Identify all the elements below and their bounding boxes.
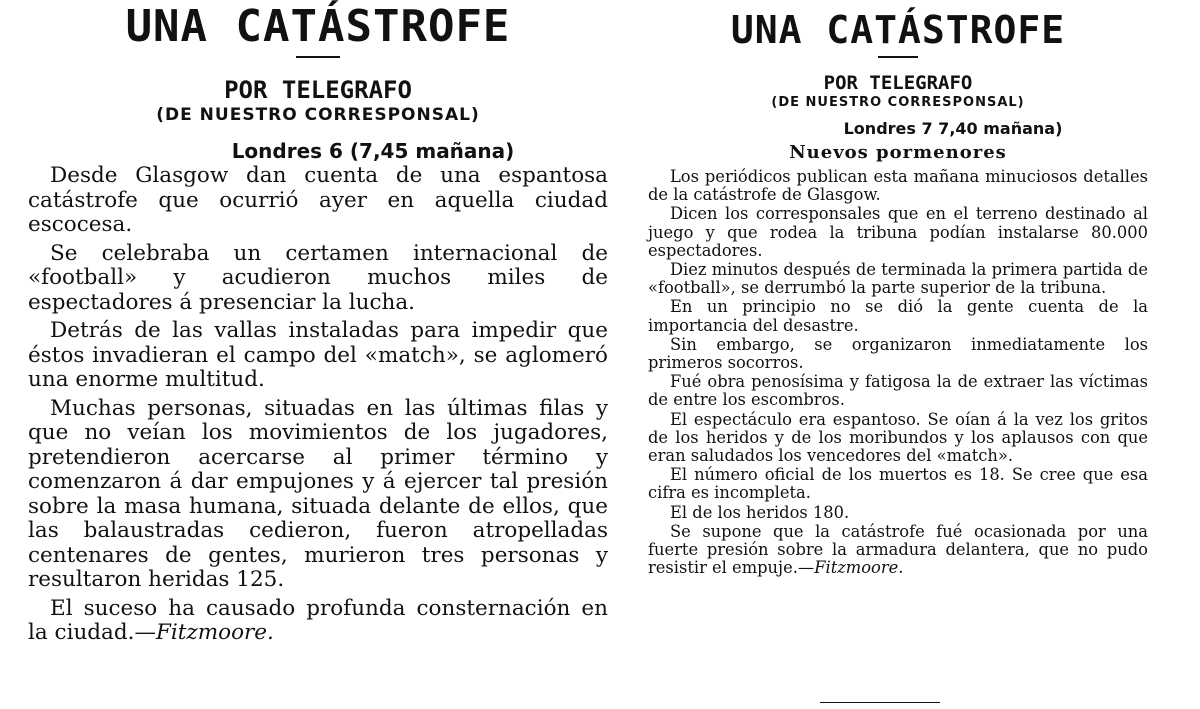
right-paragraph-2: Dicen los corresponsales que en el terreno destinado al juego y que rodea la tribuna podían instalarse 80.000 espectadores. [648, 204, 1148, 260]
right-dateline-sub: (DE NUESTRO CORRESPONSAL) [771, 95, 1025, 110]
right-body [648, 168, 1148, 577]
right-paragraph-7: El espectáculo era espantoso. Se oían á la vez los gritos de los heridos y de los moribundos y los aplausos con que eran saludados los vencedores del «match». [648, 409, 1148, 466]
left-dateline-sub: (DE NUESTRO CORRESPONSAL) [156, 105, 480, 125]
right-end-rule [820, 702, 940, 703]
left-headline: UNA CATÁSTROFE [125, 1, 511, 52]
right-paragraph-5: Sin embargo, se organizaron inmediatamente los primeros socorros. [648, 334, 1148, 373]
right-paragraph-4: En un principio no se dió la gente cuenta de la importancia del desastre. [648, 297, 1148, 335]
right-headline: UNA CATÁSTROFE [730, 8, 1066, 52]
left-paragraph-1: Desde Glasgow dan cuenta de una espantosa catástrofe que ocurrió ayer en aquella ciudad escocesa. [28, 163, 608, 237]
left-paragraph-5-text: El suceso ha causado profunda consternación en la ciudad.— [28, 595, 608, 645]
left-dateline-main: POR TELEGRAFO [224, 76, 412, 104]
right-article [648, 0, 1148, 709]
left-signature: Fitzmoore. [155, 620, 274, 645]
right-paragraph-3: Diez minutos después de terminada la primera partida de «football», se derrumbó la parte superior de la tribuna. [648, 260, 1148, 298]
right-signature: Fitzmoore. [814, 558, 904, 578]
left-paragraph-5 [28, 597, 608, 646]
right-paragraph-10-text: Se supone que la catástrofe fué ocasionada por una fuerte presión sobre la armadura delantera, que no pudo resistir el empuje.— [648, 521, 1148, 578]
right-subhead: Nuevos pormenores [789, 142, 1007, 163]
left-article [28, 0, 608, 709]
right-place-date: Londres 7 7,40 mañana) [843, 119, 1063, 138]
right-headline-rule [878, 56, 918, 58]
left-paragraph-2: Se celebraba un certamen internacional de «football» y acudieron muchos miles de espectadores á presenciar la lucha. [28, 240, 608, 315]
left-place-date: Londres 6 (7,45 mañana) [231, 139, 515, 163]
right-paragraph-9: El de los heridos 180. [670, 502, 850, 522]
right-paragraph-10 [648, 523, 1148, 578]
left-paragraph-3: Detrás de las vallas instaladas para impedir que éstos invadieran el campo del «match», se aglomeró una enorme multitud. [28, 318, 608, 392]
right-paragraph-1: Los periódicos publican esta mañana minuciosos detalles de la catástrofe de Glasgow. [648, 167, 1148, 205]
right-dateline-main: POR TELEGRAFO [823, 72, 973, 94]
left-body [28, 164, 608, 646]
left-paragraph-4: Muchas personas, situadas en las últimas filas y que no veían los movimientos de los jugadores, pretendieron acercarse al primer término y comenzaron á dar empujones y á ejercer tal presión sobre la masa humana, situada delante de ellos, que las balaustradas cedieron, fueron atropelladas centenares de gentes, murieron tres personas y resultaron heridas 125. [28, 395, 608, 592]
left-headline-rule [296, 56, 340, 58]
right-paragraph-6: Fué obra penosísima y fatigosa la de extraer las víctimas de entre los escombros. [648, 372, 1148, 410]
right-paragraph-8: El número oficial de los muertos es 18. Se cree que esa cifra es incompleta. [648, 465, 1148, 503]
